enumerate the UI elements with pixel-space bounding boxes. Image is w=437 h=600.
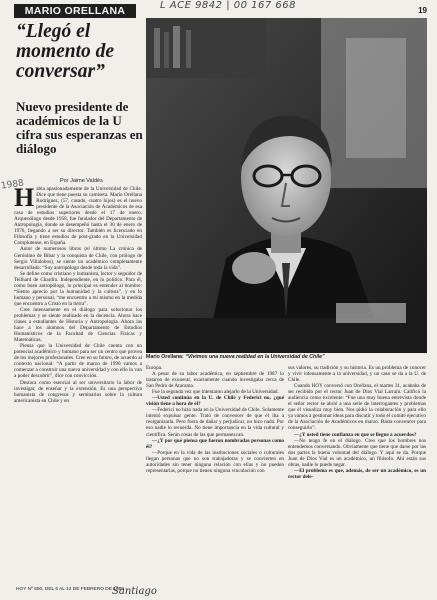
publication-footer: HOY Nº 650, DEL 6 AL 12 DE FEBRERO DE 1989 xyxy=(16,587,124,592)
page-number: 19 xyxy=(418,6,427,15)
interview-answer: —Porque en la vida de las instituciones sociales o culturales llegan personas que no son trabajadoras y se convierten en autoridades sin tener ninguna relación con ellas y no pueden representarlas, porque no tienen ninguna vinculación con xyxy=(146,449,284,474)
paragraph: A pesar de su labor académica, en septiembre de 1987 lo trataron de exonerar, exactamente cuando investigaba cerca de San Pedro de Atacama. xyxy=(146,371,284,390)
portrait-illustration xyxy=(146,18,427,353)
interview-answer: —Federici no hizo nada en la Universidad de Chile. Solamente intentó expulsar gente. Trató de convencer de que él iba a reorganizarla. Pero fuera de dañar y perjudicar, no hizo nada. Por eso nadie lo recuerda. No tiene importancia en la vida cultural y científica. Serán cosas de las que permanezcan. xyxy=(146,407,284,438)
interview-question: —¿Y por qué piensa que fueron nombradas personas como él? xyxy=(146,437,284,450)
handwritten-margin-note: 1988 xyxy=(0,178,25,192)
photo-caption xyxy=(146,354,427,360)
paragraph: Destaca como esencial al ser universitario la labor de investigar, de enseñar y la extensión. Es una perspectiva humanista de congresos y seminarios sobre la cultura americanista en Chile y en xyxy=(14,379,142,404)
article-column-3 xyxy=(288,365,426,583)
paragraph: Piensa que la Universidad de Chile cuenta con un potencial académico y humano para ser un centro que provea de los mejores profesionales. Cree en su futuro, de acuerdo al contexto nacional: “A partir de marzo de 1990 vamos a comenzar a construir una nueva universidad y con ello lo van a poder descubrir”, dice con convicción. xyxy=(14,343,142,380)
paragraph: sus valores, su tradición y su historia. Es un problema de conocer y vivir intensamente a la universidad, y un caso se da a la U. de Chile. xyxy=(288,365,426,384)
deck: Nuevo presidente de académicos de la U cifra sus esperanzas en diálogo xyxy=(16,99,143,156)
handwritten-footer-note: Santiago xyxy=(112,586,157,597)
article-column-1 xyxy=(14,186,142,583)
caption-label: Mario Orellana: xyxy=(146,354,184,360)
interview-question: —El problema es que, además, de ser un académico, es un rector dele- xyxy=(288,467,426,480)
interview-answer: —No tengo fe en el diálogo. Creo que los hombres nos entendemos conversando. Obviamente que tiene que darse por las dos partes la buena voluntad del diálogo. Y aquí se da. Porque Juan de Dios Vial es un académico, un filósofo. Ahí están sus obras, nadie lo puede negar. xyxy=(288,437,426,468)
paragraph: Cree intensamente en el diálogo para solucionar los problemas y se siente realizado en la docencia. Ahora hace clases a estudiantes de Historia y Antropología. Ahora las hace a los alumnos del Departamento de Estudios Humanísticos de la Facultad de Ciencias Físicas y Matemáticas. xyxy=(14,306,142,344)
interview-question: —Usted continúa en la U. de Chile y Federici no, ¿qué visión tiene a hora de él? xyxy=(146,395,284,408)
lead-paragraph xyxy=(14,186,142,246)
interview-question: —¿Y usted tiene confianza en que se llegue a acuerdos? xyxy=(294,431,417,438)
handwritten-archive-reference: L ACE 9842 | 00 167 668 xyxy=(160,0,297,11)
article-column-2 xyxy=(146,365,284,583)
paragraph: Europa. xyxy=(146,365,163,371)
section-kicker: MARIO ORELLANA xyxy=(14,4,136,18)
headline: “Llegó el momento de conversar” xyxy=(16,21,115,82)
byline: Por Jaime Valdés xyxy=(60,178,103,184)
caption-text: “Vivimos una nueva realidad en la Universidad de Chile” xyxy=(185,354,325,360)
paragraph: Se define como cristiano y humanista, lector y seguidor de Teilhard de Chardin. Independiente, en lo político. Para él, como buen antropólogo, lo principal es entender al hombre: “Siento aprecio por la humanidad y la cultura”, y en lo humano y personal, “me encuentro a mi mismo en la medida que encuentro a Cristo en la tierra”. xyxy=(14,270,142,307)
paragraph: Cuando HOY conversó con Orellana, el martes 31, acababa de ser recibido por el rector Juan de Dios Vial Larraín. Calificó la audiencia como excelente: “Fue una muy buena entrevista donde el señor rector se abrió a una serie de interrogantes y problemas que él visualiza muy bien. Nos pidió la colaboración y para ello ya vamos a gestionar ideas para discutir y todo el comité ejecutivo de la Asociación de Académicos en marzo. Basta convencer para conseguirlo”. xyxy=(288,383,426,432)
paragraph: Fue la segunda vez que intentaron alejarlo de la Universidad. xyxy=(152,389,279,396)
paragraph: Autor de numerosos libros (el último La crónica de Gerónimo de Bibar y la conquista de Chile, con prólogo de Sergio Villalobos), se siente un académico completamente desarrollado: “Soy antropólogo desde toda la vida”. xyxy=(14,246,142,271)
drop-cap: H xyxy=(14,186,35,212)
lead-paragraph-text: abla apasionadamente de la Universidad de Chile. Dice que tiene puesta su camiseta. Mario Orellana Rodríguez, (57, casado, cuatro hijos) es el nuevo presidente de la Asociación de Académicos de esa casa de estudios superiores desde el 17 de enero. Arqueoólogo desde 1958, fue fundador del Departamento de Antropología, donde se desempeñó hasta el 30 de enero de 1976, llegando a ser su director. También es licenciado en Filosofía y tiene estudios de post-grado en la Universidad Complutense, en España. xyxy=(14,186,142,247)
portrait-photo xyxy=(146,18,427,353)
